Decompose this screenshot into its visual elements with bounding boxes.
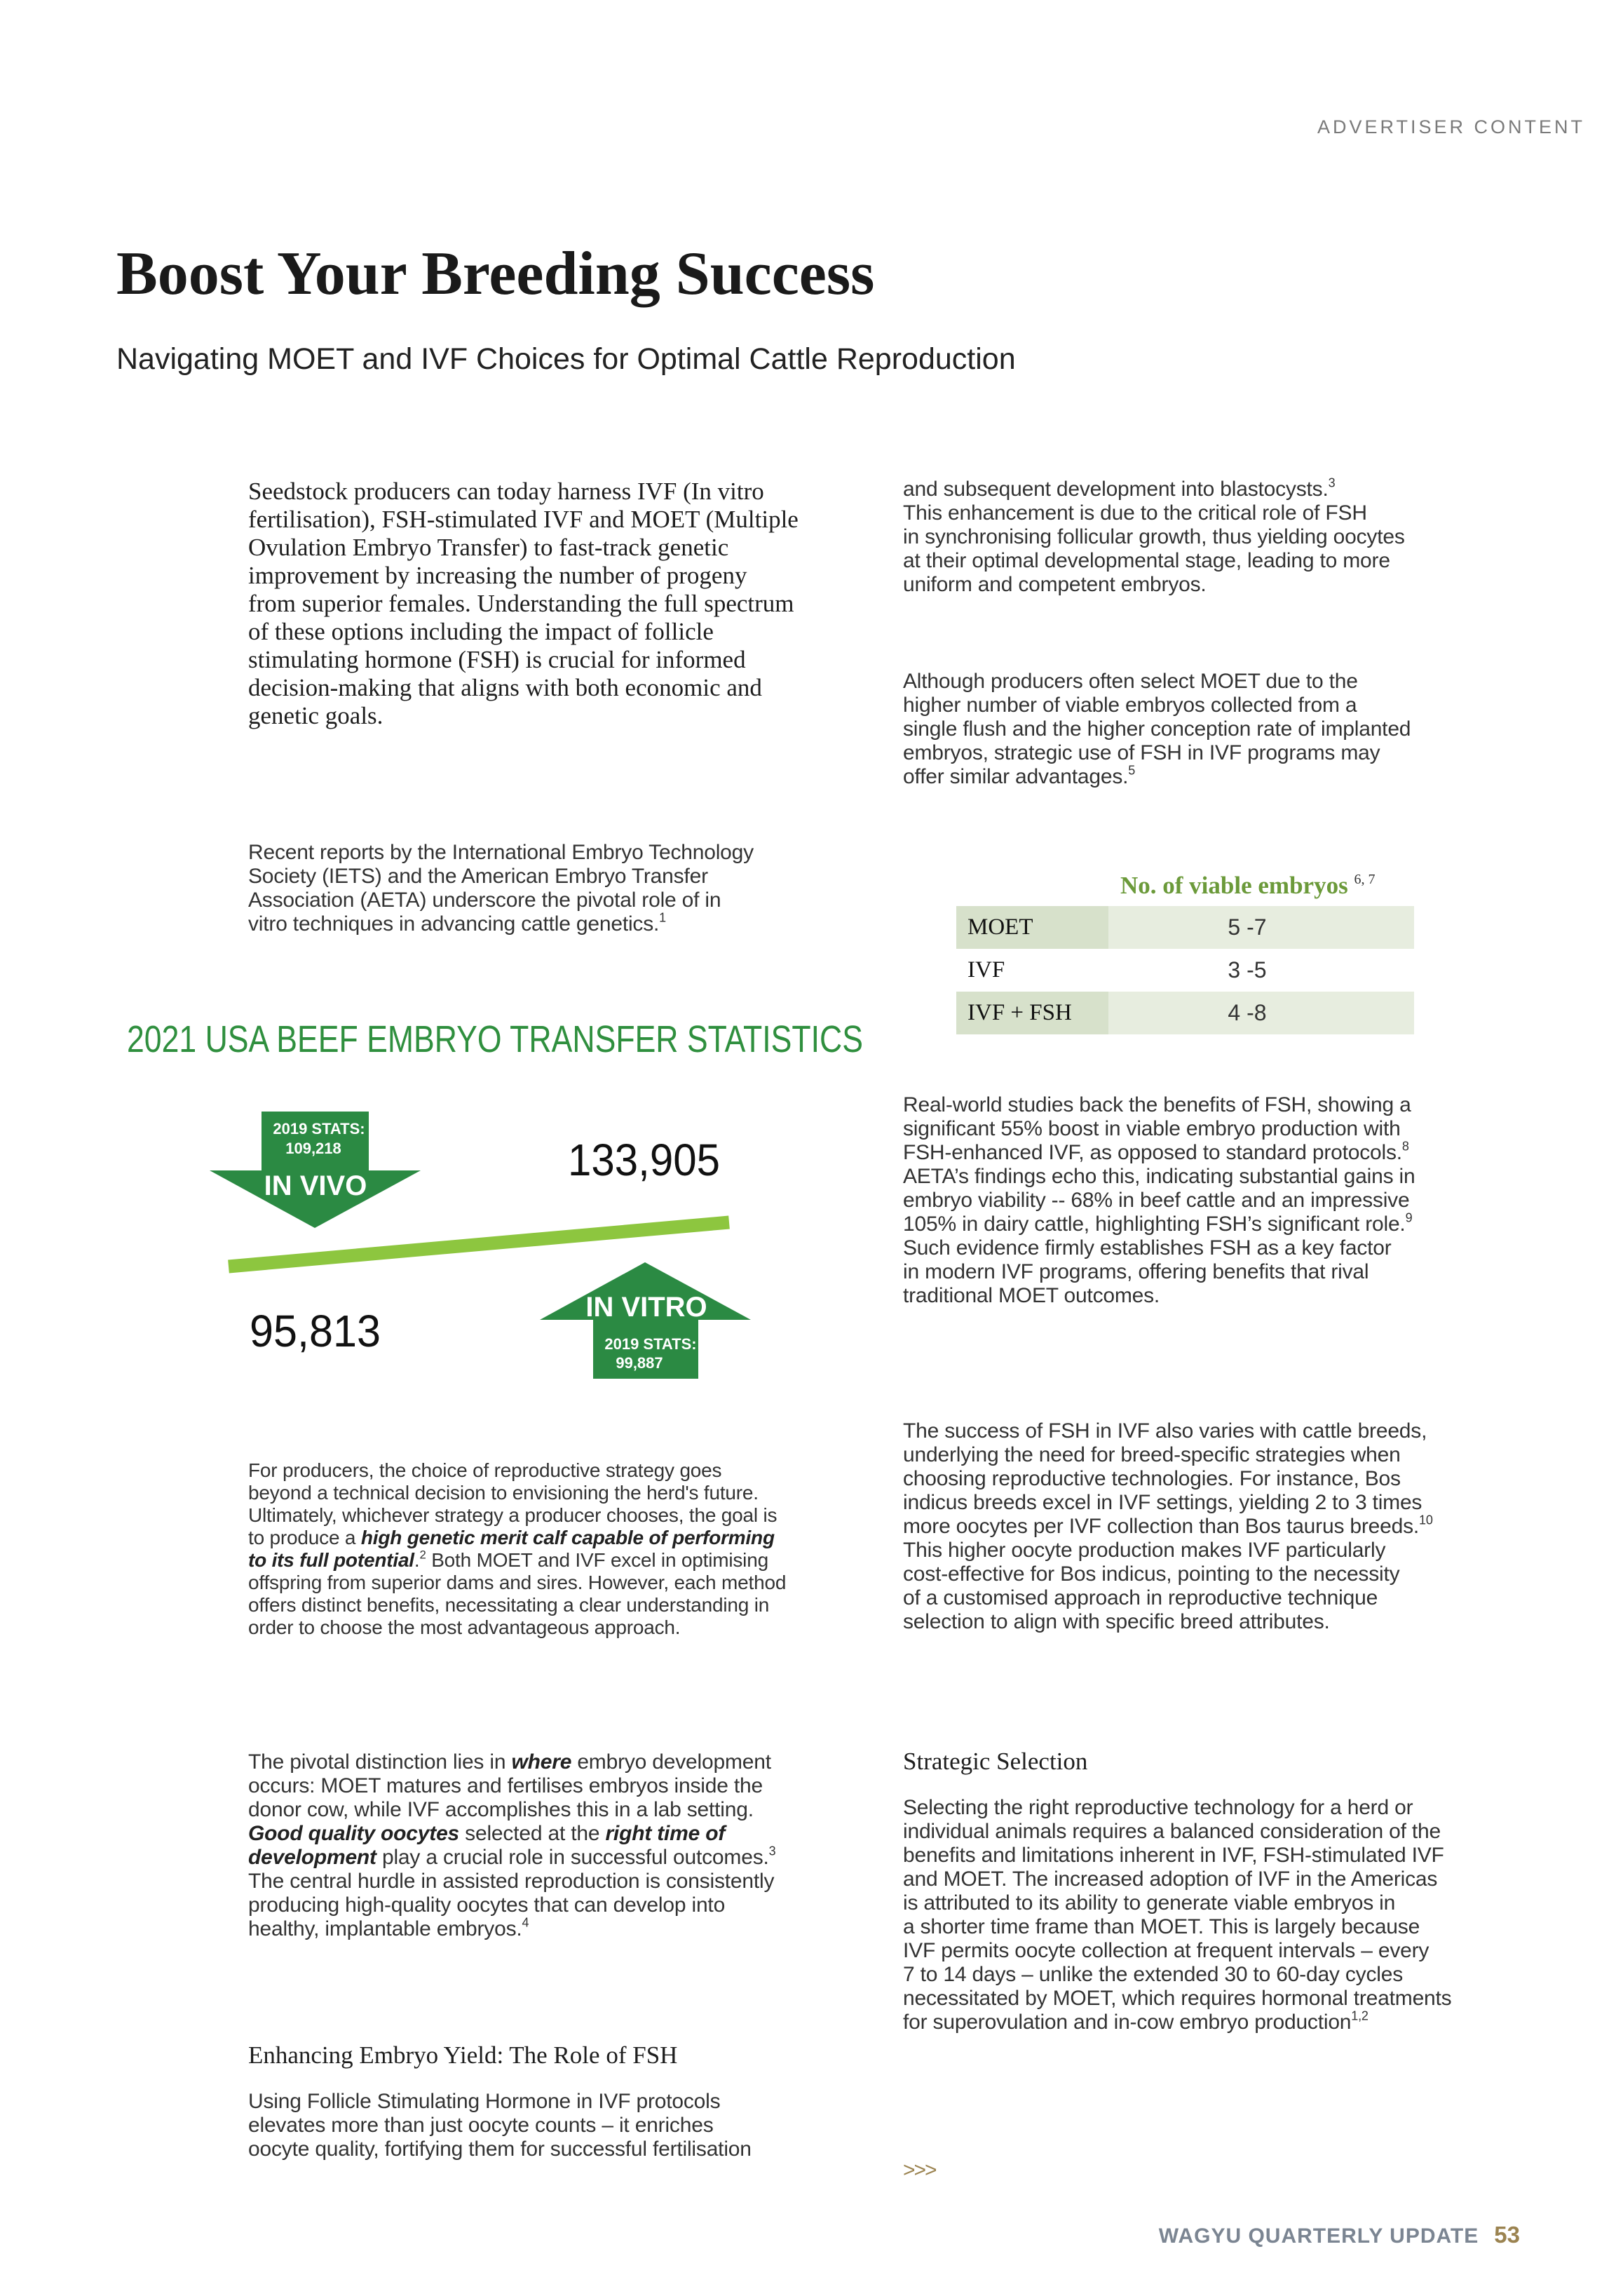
- value-cell: 3 -5: [1228, 957, 1267, 982]
- table-title-text: No. of viable embryos: [1120, 872, 1348, 899]
- footnote-reference: 9: [1405, 1210, 1413, 1225]
- footnote-reference: 4: [522, 1915, 529, 1930]
- strategic-selection-heading: Strategic Selection: [903, 1748, 1088, 1775]
- text-run: AETA’s findings echo this, indicating substantial gains in embryo viability -- 68% in beef cattle and an impressive 105% in dairy cattle, highlighting FSH’s significant role.: [903, 1165, 1415, 1236]
- text-run: For producers, the choice of reproductive strategy goes beyond a technical decision to envisioning the herd's future. Ultimately, whichever strategy a producer chooses, the goal is to produce a: [248, 1459, 777, 1548]
- text-run: and subsequent development into blastocysts.: [903, 478, 1329, 501]
- moet-advantage-paragraph: [903, 670, 1411, 789]
- advertiser-content-label: ADVERTISER CONTENT: [1317, 116, 1585, 137]
- footnote-reference: 1,2: [1351, 2008, 1369, 2023]
- footnote-reference: 8: [1401, 1139, 1409, 1154]
- viable-embryos-table: [956, 906, 1414, 1034]
- text-run: play a crucial role in successful outcomes.: [376, 1846, 769, 1869]
- method-cell: MOET: [956, 906, 1108, 949]
- text-run: The success of FSH in IVF also varies with cattle breeds, underlying the need for breed-specific strategies when choosing reproductive technologies. For instance, Bos indicus breeds excel in IVF settings, yielding 2 to 3 times more oocytes per IVF collection than Bos taurus breeds.: [903, 1419, 1427, 1538]
- strategic-selection-paragraph: [903, 1796, 1451, 2034]
- table-title-refs: 6, 7: [1354, 872, 1376, 887]
- pivotal-paragraph: [248, 1750, 775, 1941]
- real-world-paragraph: [903, 1093, 1415, 1308]
- viable-embryos-table-title: [1120, 872, 1375, 900]
- text-run: embryo development occurs: MOET matures and fertilises embryos inside the donor cow, while IVF accomplishes this in a lab setting.: [248, 1750, 771, 1821]
- emphasized-text: right time of development: [248, 1822, 726, 1869]
- footnote-reference: 3: [768, 1844, 776, 1858]
- text-run: selected at the: [459, 1822, 606, 1845]
- footnote-reference: 5: [1128, 763, 1136, 778]
- continued-marker: >>>: [903, 2159, 936, 2182]
- text-run: .: [414, 1549, 420, 1571]
- footnote-reference: 10: [1419, 1513, 1433, 1527]
- emphasized-text: where: [511, 1750, 572, 1774]
- text-run: Real-world studies back the benefits of FSH, showing a significant 55% boost in viable embryo production with FSH-enhanced IVF, as opposed to standard protocols.: [903, 1093, 1411, 1164]
- page-number: 53: [1494, 2222, 1520, 2248]
- in-vitro-up-arrow: [540, 1262, 751, 1379]
- text-run: Such evidence firmly establishes FSH as a key factor in modern IVF programs, offering benefits that rival traditional MOET outcomes.: [903, 1236, 1392, 1307]
- publication-name: WAGYU QUARTERLY UPDATE: [1158, 2224, 1479, 2248]
- blastocysts-paragraph: [903, 475, 1405, 597]
- text-run: Selecting the right reproductive technology for a herd or individual animals requires a balanced consideration of the benefits and limitations inherent in IVF, FSH-stimulated IVF and MOET. The increased adoption of IVF in the Americas is attributed to its ability to generate viable embryos in a shorter time frame than MOET. This is largely because IVF permits oocyte collection at frequent intervals – every 7 to 14 days – unlike the extended 30 to 60-day cycles necessitated by MOET, which requires hormonal treatments for superovulation and in-cow embryo production: [903, 1796, 1452, 2034]
- text-run: Using Follicle Stimulating Hormone in IVF protocols elevates more than just oocyte counts – it enriches oocyte quality, fortifying them for successful fertilisation: [248, 2090, 752, 2161]
- in-vitro-2019-label: 2019 STATS:: [604, 1335, 697, 1353]
- in-vivo-2021-value: 95,813: [250, 1306, 381, 1356]
- text-run: This higher oocyte production makes IVF particularly cost-effective for Bos indicus, pointing to the necessity of a customised approach in reproductive technique selection to align with specific breed attributes.: [903, 1539, 1400, 1633]
- method-cell: IVF: [967, 957, 1005, 982]
- in-vivo-2019-label: 2019 STATS:: [273, 1120, 365, 1137]
- producers-paragraph: [248, 1459, 786, 1639]
- text-run: Although producers often select MOET due to the higher number of viable embryos collected from a single flush and the higher conception rate of implanted embryos, strategic use of FSH in IVF programs may offer similar advantages.: [903, 670, 1411, 788]
- text-run: This enhancement is due to the critical role of FSH in synchronising follicular growth, thus yielding oocytes at their optimal developmental stage, leading to more uniform and competent embryos.: [903, 501, 1405, 596]
- article-subtitle: Navigating MOET and IVF Choices for Optimal Cattle Reproduction: [116, 342, 1016, 376]
- fsh-section-heading: Enhancing Embryo Yield: The Role of FSH: [248, 2041, 678, 2069]
- value-cell: 5 -7: [1108, 906, 1414, 949]
- fsh-intro-paragraph: [248, 2090, 752, 2161]
- in-vivo-label: IN VIVO: [264, 1170, 367, 1201]
- footnote-reference: 1: [659, 910, 666, 925]
- in-vivo-down-arrow: [210, 1112, 421, 1228]
- footnote-reference: 3: [1328, 475, 1336, 490]
- text-run: Recent reports by the International Embryo Technology Society (IETS) and the American Embryo Transfer Association (AETA) underscore the pivotal role of in vitro techniques in advancing cattle genetics.: [248, 841, 754, 936]
- trend-line: [229, 1222, 729, 1267]
- in-vivo-2019-value: 109,218: [285, 1140, 341, 1157]
- text-run: The central hurdle in assisted reproduction is consistently producing high-quality oocytes that can develop into healthy, implantable embryos.: [248, 1870, 775, 1940]
- article-title: Boost Your Breeding Success: [116, 240, 875, 308]
- text-run: Seedstock producers can today harness IVF (In vitro fertilisation), FSH-stimulated IVF and MOET (Multiple Ovulation Embryo Transfer) to fast-track genetic improvement by increasing the number of progeny from superior females. Understanding the full spectrum of these options including the impact of follicle stimulating hormone (FSH) is crucial for informed decision-making that aligns with both economic and genetic goals.: [248, 478, 799, 729]
- footnote-reference: 2: [419, 1548, 426, 1562]
- text-run: The pivotal distinction lies in: [248, 1750, 512, 1774]
- in-vitro-label: IN VITRO: [585, 1292, 707, 1323]
- emphasized-text: Good quality oocytes: [248, 1822, 460, 1845]
- emphasized-text: high genetic merit calf capable of performing to its full potential: [248, 1527, 775, 1571]
- table-row: [956, 906, 1414, 949]
- page-footer: [1159, 2222, 1520, 2248]
- table-row: [956, 992, 1414, 1034]
- in-vitro-2021-value: 133,905: [568, 1135, 720, 1185]
- table-row: [956, 949, 1414, 992]
- value-cell: 4 -8: [1108, 992, 1414, 1034]
- breeds-paragraph: [903, 1419, 1433, 1634]
- in-vitro-2019-value: 99,887: [616, 1354, 663, 1372]
- text-run: Both MOET and IVF excel in optimising offspring from superior dams and sires. However, each method offers distinct benefits, necessitating a clear understanding in order to choose the most advantageous approach.: [248, 1549, 787, 1638]
- infographic-title: 2021 USA BEEF EMBRYO TRANSFER STATISTICS: [127, 1018, 863, 1060]
- method-cell: IVF + FSH: [956, 992, 1108, 1034]
